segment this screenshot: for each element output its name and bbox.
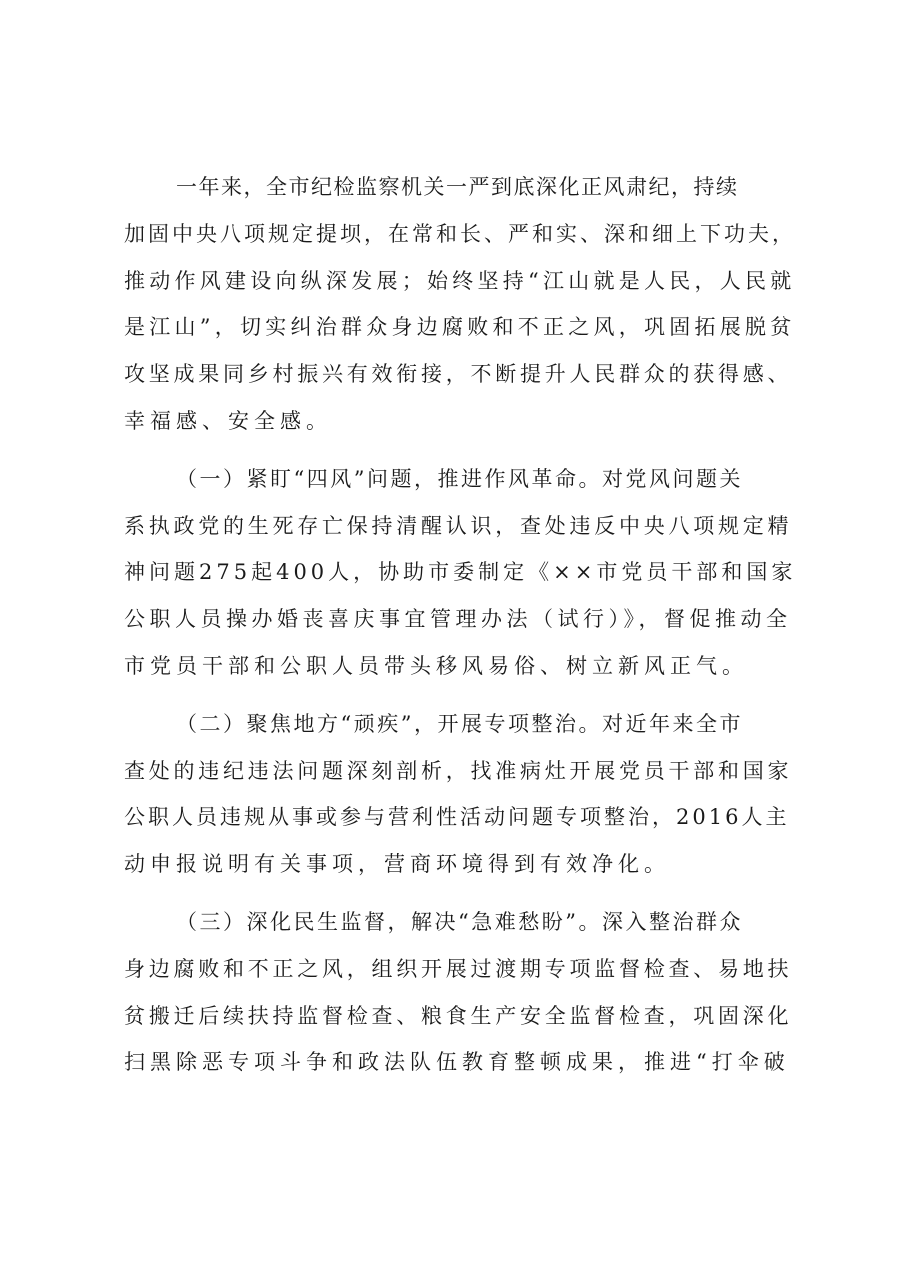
paragraph-line: （三）深化民生监督，解决“急难愁盼”。深入整治群众 xyxy=(176,909,743,934)
paragraph-line: 扫黑除恶专项斗争和政法队伍教育整顿成果，推进“打伞破 xyxy=(124,1050,790,1075)
paragraph-line: 动申报说明有关事项，营商环境得到有效净化。 xyxy=(124,852,670,877)
paragraph-section-2 xyxy=(124,701,796,888)
paragraph-section-3 xyxy=(124,899,796,1086)
paragraph-section-1 xyxy=(124,456,796,690)
document-body xyxy=(124,164,796,1086)
paragraph-line: 公职人员违规从事或参与营利性活动问题专项整治，2016人主 xyxy=(124,805,790,830)
paragraph-line: 市党员干部和公职人员带头移风易俗、树立新风正气。 xyxy=(124,653,748,678)
paragraph-line: 一年来，全市纪检监察机关一严到底深化正风肃纪，持续 xyxy=(176,175,739,199)
paragraph-line: 查处的违纪违法问题深刻剖析，找准病灶开展党员干部和国家 xyxy=(124,758,793,783)
paragraph-line: 系执政党的生死存亡保持清醒认识，查处违反中央八项规定精 xyxy=(124,513,793,538)
paragraph-line: 攻坚成果同乡村振兴有效衔接，不断提升人民群众的获得感、 xyxy=(124,362,793,387)
paragraph-line: 公职人员操办婚丧喜庆事宜管理办法（试行）》，督促推动全 xyxy=(124,607,792,632)
paragraph-line: （一）紧盯“四风”问题，推进作风革命。对党风问题关 xyxy=(176,466,743,491)
paragraph-line: 幸福感、安全感。 xyxy=(124,408,332,433)
paragraph-line: 贫搬迁后续扶持监督检查、粮食生产安全监督检查，巩固深化 xyxy=(124,1003,793,1028)
paragraph-line: 是江山”，切实纠治群众身边腐败和不正之风，巩固拓展脱贫 xyxy=(124,315,796,340)
paragraph-intro xyxy=(124,164,796,445)
paragraph-line: （二）聚焦地方“顽疾”，开展专项整治。对近年来全市 xyxy=(176,711,743,736)
paragraph-line: 加固中央八项规定提坝，在常和长、严和实、深和细上下功夫， xyxy=(124,221,796,246)
paragraph-line: 身边腐败和不正之风，组织开展过渡期专项监督检查、易地扶 xyxy=(124,956,793,981)
paragraph-line: 推动作风建设向纵深发展；始终坚持“江山就是人民，人民就 xyxy=(124,268,796,293)
paragraph-line: 神问题275起400人，协助市委制定《××市党员干部和国家 xyxy=(124,560,797,585)
